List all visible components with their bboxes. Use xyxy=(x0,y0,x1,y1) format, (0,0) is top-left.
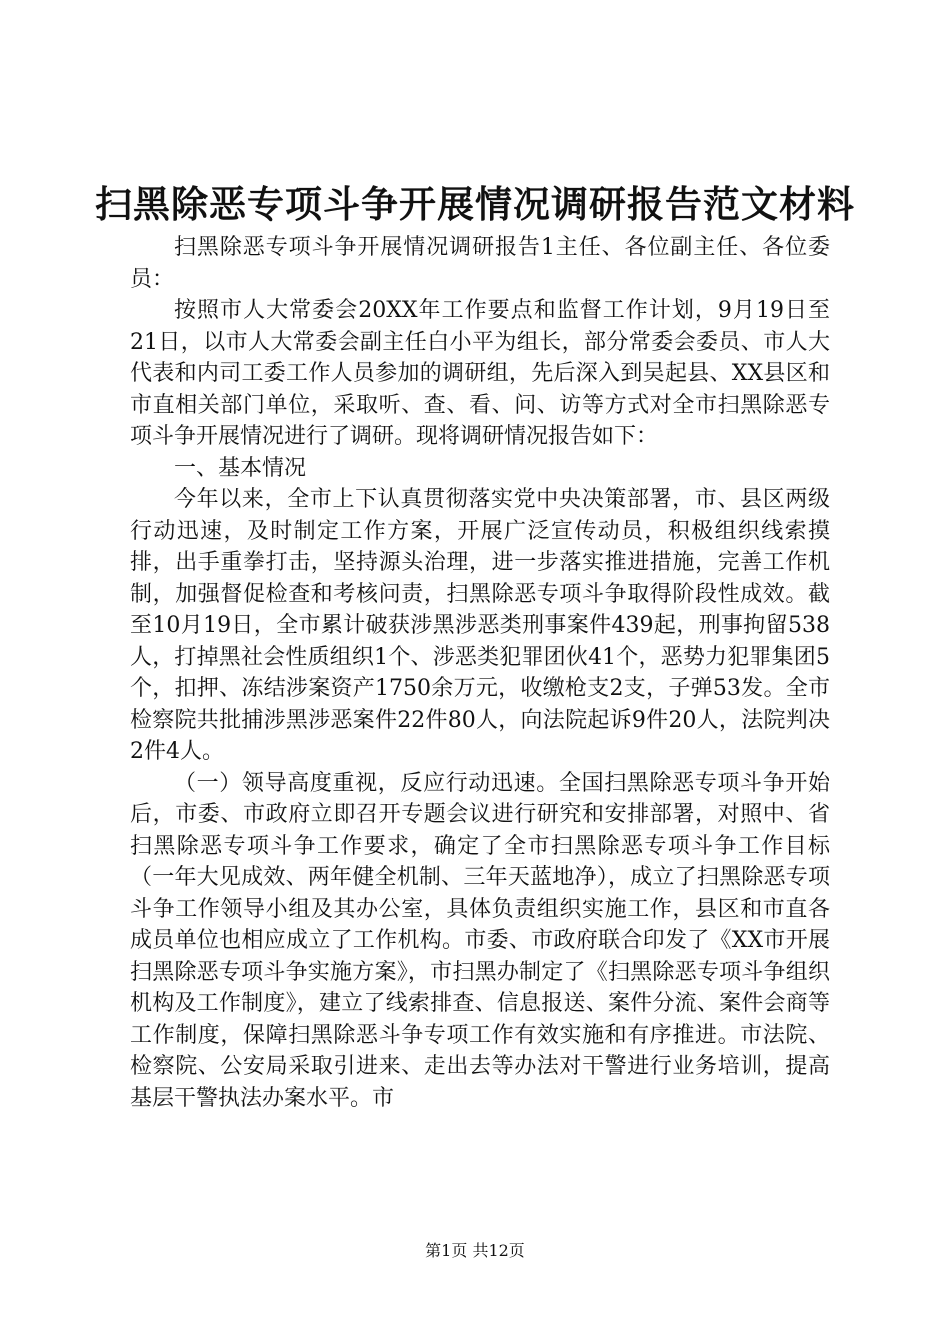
document-title: 扫黑除恶专项斗争开展情况调研报告范文材料 xyxy=(95,183,855,226)
page-number-footer: 第1页 共12页 xyxy=(425,1241,525,1260)
document-body xyxy=(130,232,830,1114)
body-paragraph: 按照市人大常委会20XX年工作要点和监督工作计划，9月19日至21日，以市人大常委会副主任白小平为组长，部分常委会委员、市人大代表和内司工委工作人员参加的调研组，先后深入到吴起县、XX县区和市直相关部门单位，采取听、查、看、问、访等方式对全市扫黑除恶专项斗争开展情况进行了调研。现将调研情况报告如下： xyxy=(130,298,830,449)
section-heading: 一、基本情况 xyxy=(174,455,307,481)
body-paragraph: （一）领导高度重视，反应行动迅速。全国扫黑除恶专项斗争开始后，市委、市政府立即召开专题会议进行研究和安排部署，对照中、省扫黑除恶专项斗争工作要求，确定了全市扫黑除恶专项斗争工作目标（一年大见成效、两年健全机制、三年天蓝地净），成立了扫黑除恶专项斗争工作领导小组及其办公室，具体负责组织实施工作，县区和市直各成员单位也相应成立了工作机构。市委、市政府联合印发了《XX市开展扫黑除恶专项斗争实施方案》，市扫黑办制定了《扫黑除恶专项斗争组织机构及工作制度》，建立了线索排查、信息报送、案件分流、案件会商等工作制度，保障扫黑除恶斗争专项工作有效实施和有序推进。市法院、检察院、公安局采取引进来、走出去等办法对干警进行业务培训，提高基层干警执法办案水平。市 xyxy=(130,770,830,1111)
body-paragraph: 扫黑除恶专项斗争开展情况调研报告1主任、各位副主任、各位委员： xyxy=(130,235,830,292)
body-paragraph: 今年以来，全市上下认真贯彻落实党中央决策部署，市、县区两级行动迅速，及时制定工作方案，开展广泛宣传动员，积极组织线索摸排，出手重拳打击，坚持源头治理，进一步落实推进措施，完善工作机制，加强督促检查和考核问责，扫黑除恶专项斗争取得阶段性成效。截至10月19日，全市累计破获涉黑涉恶类刑事案件439起，刑事拘留538人，打掉黑社会性质组织1个、涉恶类犯罪团伙41个，恶势力犯罪集团5个，扣押、冻结涉案资产1750余万元，收缴枪支2支，子弹53发。全市检察院共批捕涉黑涉恶案件22件80人，向法院起诉9件20人，法院判决2件4人。 xyxy=(130,487,830,764)
